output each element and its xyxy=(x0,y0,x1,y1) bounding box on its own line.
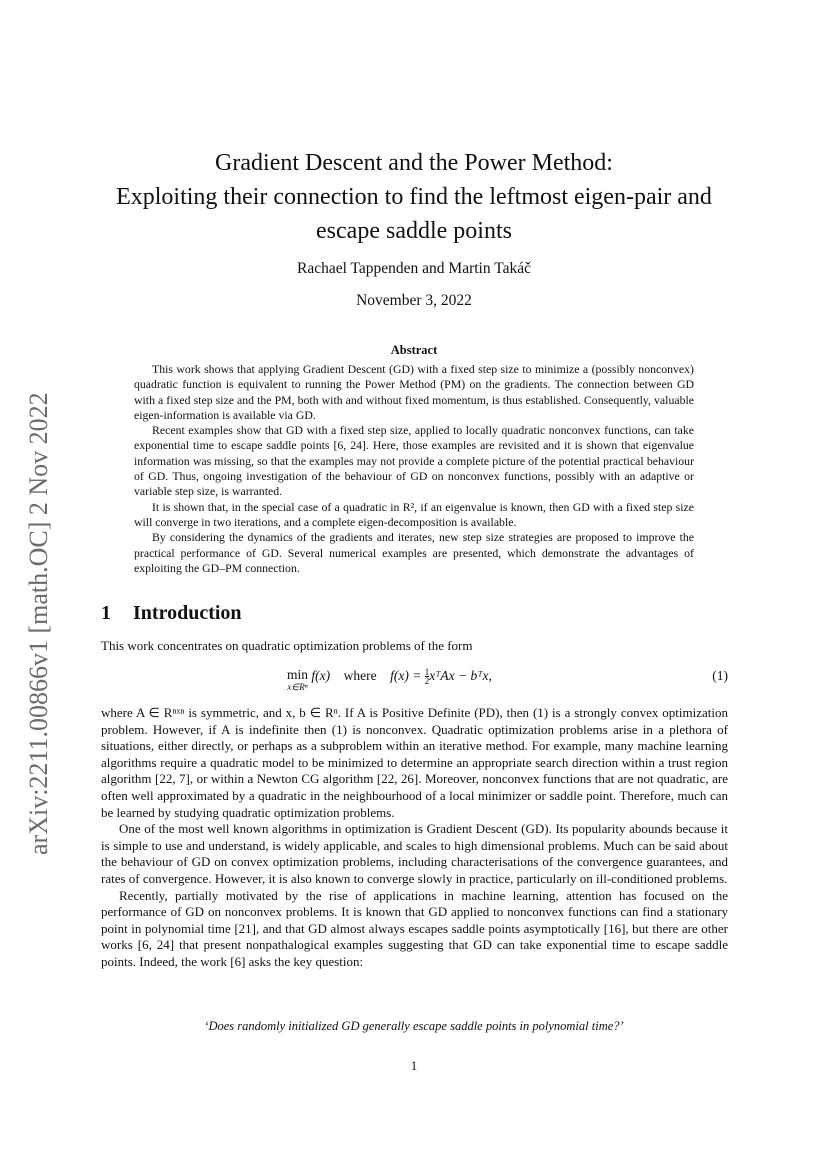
equation-number: (1) xyxy=(712,668,728,683)
paper-title xyxy=(60,146,768,248)
abstract-paragraph-2: Recent examples show that GD with a fixed step size, applied to locally quadratic nonconvex functions, can take exponential time to escape saddle points [6, 24]. Here, those examples are revisited and it is shown that eigenvalue information was missing, so that the examples may not provide a complete picture of the potential practical behaviour of GD. Thus, ongoing investigation of the behaviour of GD on nonconvex functions, possibly with an adaptive or variable step size, is warranted. xyxy=(134,423,694,499)
where-word: where xyxy=(343,668,377,683)
lead-sentence: This work concentrates on quadratic optimization problems of the form xyxy=(101,638,473,653)
title-line-1: Gradient Descent and the Power Method: xyxy=(215,150,613,176)
frac-numerator: 1 xyxy=(424,667,430,678)
abstract-paragraph-1: This work shows that applying Gradient Descent (GD) with a fixed step size to minimize a (possibly nonconvex) quadratic function is equivalent to running the Power Method (PM) on the gradients. The connection between GD with a fixed step size and the PM, both with and without fixed momentum, is thus established. Consequently, valuable eigen-information is available via GD. xyxy=(134,362,694,422)
intro-paragraph-3: Recently, partially motivated by the rise of applications in machine learning, attention has focused on the performance of GD on nonconvex problems. It is known that GD applied to nonconvex functions can find a stationary point in polynomial time [21], and that GD almost always escapes saddle points asymptotically [16], but there are other works [6, 24] that present nonpathalogical examples suggesting that GD can take exponential time to escape saddle points. Indeed, the work [6] asks the key question: xyxy=(101,887,728,969)
abstract-paragraph-4: By considering the dynamics of the gradients and iterates, new step size strategies are proposed to improve the practical performance of GD. Several numerical examples are presented, which demonstrate the advantages of exploiting the GD–PM connection. xyxy=(134,530,694,575)
min-subscript: x∈Rⁿ xyxy=(287,682,308,692)
quote-text: ‘Does randomly initialized GD generally escape saddle points in polynomial time?’ xyxy=(204,1019,624,1033)
min-operator xyxy=(287,668,308,694)
key-question-quote xyxy=(0,1019,828,1034)
intro-paragraph-1: where A ∈ Rⁿˣⁿ is symmetric, and x, b ∈ Rⁿ. If A is Positive Definite (PD), then (1) is a strongly convex optimization problem. However, if A is indefinite then (1) is nonconvex. Quadratic optimization problems arise in a plethora of situations, either directly, or perhaps as a subproblem within an iterative method. For example, many machine learning algorithms require a quadratic model to be minimized to determine an appropriate search direction within a trust region algorithm [22, 7], or within a Newton CG algorithm [22, 26]. Moreover, nonconvex functions that are not quadratic, are often well approximated by a quadratic in the neighbourhood of a local minimizer or saddle point. Therefore, much can be learned by studying quadratic optimization problems. xyxy=(101,705,728,820)
section-number: 1 xyxy=(101,602,111,624)
section-title: Introduction xyxy=(133,602,242,624)
frac-denominator: 2 xyxy=(424,676,430,687)
abstract-heading: Abstract xyxy=(390,343,438,357)
intro-paragraph-2: One of the most well known algorithms in optimization is Gradient Descent (GD). Its popularity abounds because it is simple to use and understand, is widely applicable, and scales to high dimensional problems. Much can be said about the behaviour of GD on convex optimization problems, including characterisations of the convergence guarantees, and rates of convergence. However, it is also known to converge slowly in practice, particularly on ill-conditioned problems. xyxy=(101,821,728,886)
arxiv-stamp: arXiv:2211.00866v1 [math.OC] 2 Nov 2022 xyxy=(24,392,53,855)
date: November 3, 2022 xyxy=(356,292,472,309)
title-line-2: Exploiting their connection to find the leftmost eigen-pair and xyxy=(116,184,712,210)
authors: Rachael Tappenden and Martin Takáč xyxy=(297,260,531,277)
definition-lhs: f(x) = xyxy=(390,668,425,683)
page-number: 1 xyxy=(410,1058,418,1073)
abstract xyxy=(134,362,694,576)
min-label: min xyxy=(287,667,309,682)
introduction-body xyxy=(101,705,728,971)
abstract-paragraph-3: It is shown that, in the special case of a quadratic in R², if an eigenvalue is known, then GD with a fixed step size will converge in two iterations, and a complete eigen-decomposition is available. xyxy=(134,499,694,529)
equation-1 xyxy=(101,668,728,694)
definition-rhs: xᵀAx − bᵀx, xyxy=(429,668,492,683)
objective: f(x) xyxy=(311,668,331,683)
title-line-3: escape saddle points xyxy=(316,218,512,244)
section-heading xyxy=(101,602,242,625)
